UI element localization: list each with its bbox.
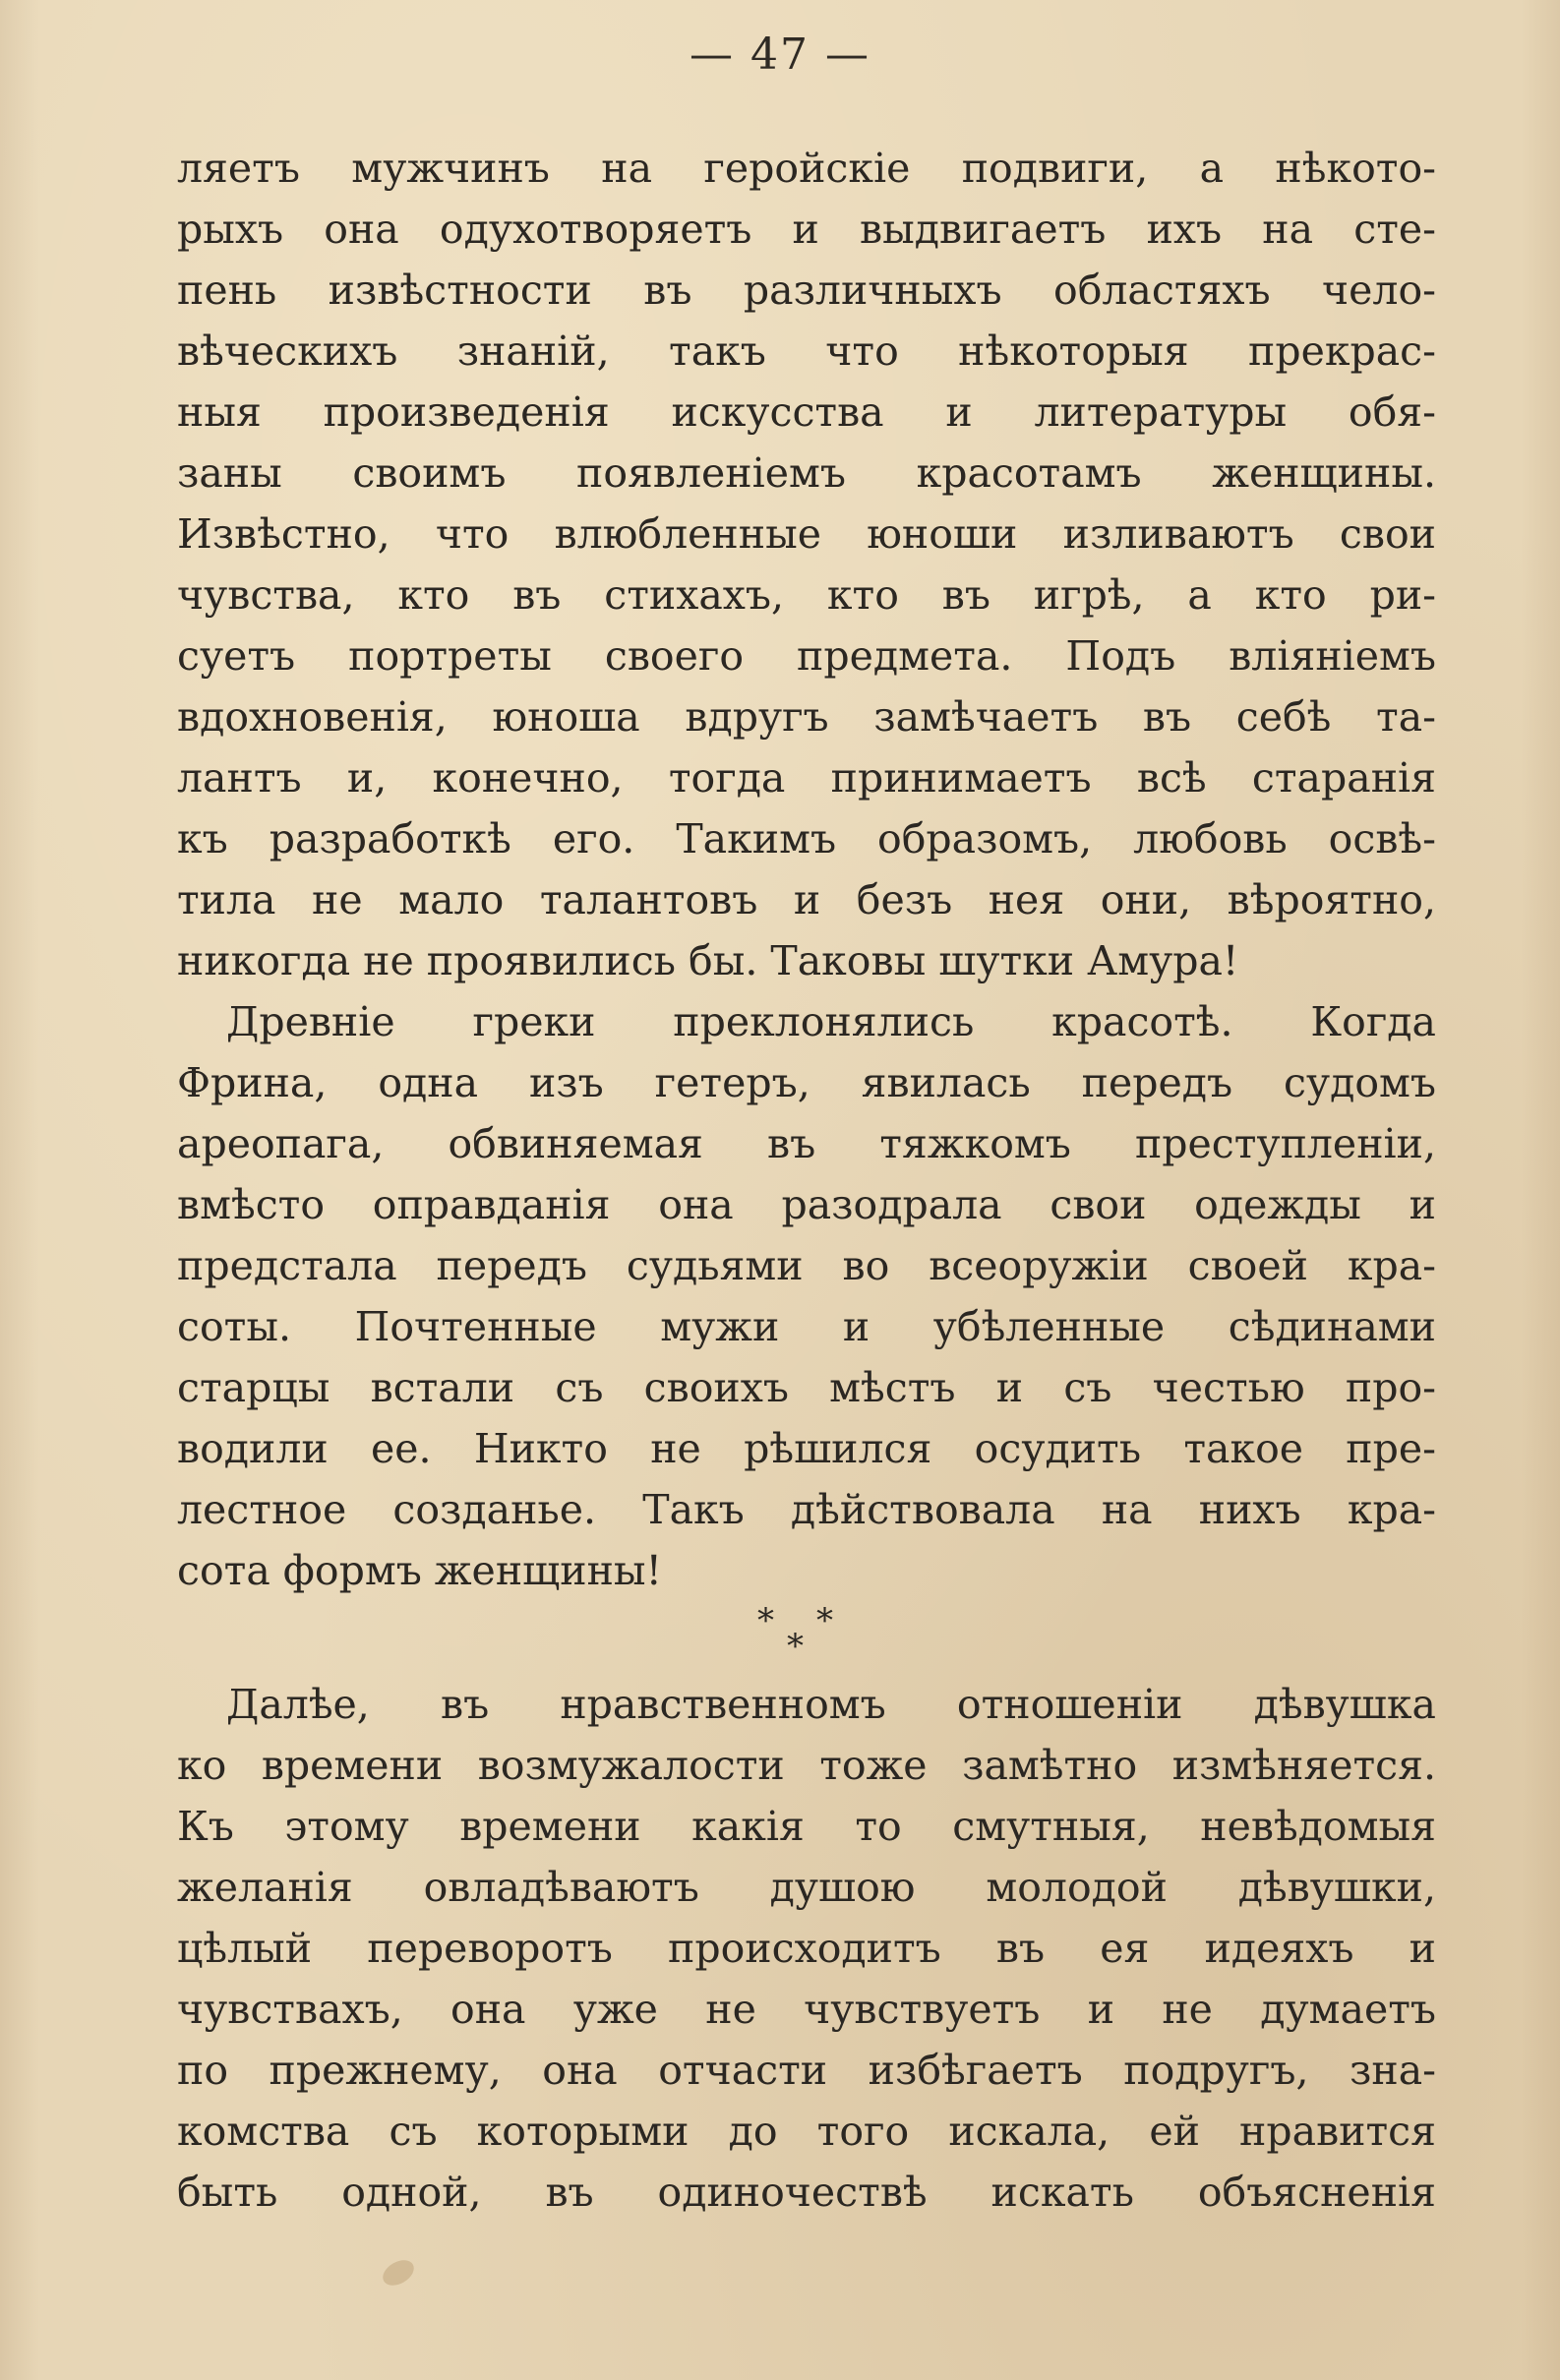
separator-star: * xyxy=(757,1601,774,1640)
paragraph xyxy=(177,1674,1436,2223)
text-line: лантъ и, конечно, тогда принимаетъ всѣ старанія xyxy=(177,754,1436,802)
text-line: лестное созданье. Такъ дѣйствовала на нихъ кра- xyxy=(177,1486,1436,1533)
text-line: чувствахъ, она уже не чувствуетъ и не думаетъ xyxy=(177,1986,1436,2033)
text-line: предстала передъ судьями во всеоружіи своей кра- xyxy=(177,1242,1436,1289)
text-line: пень извѣстности въ различныхъ областяхъ чело- xyxy=(177,267,1436,314)
text-line: Фрина, одна изъ гетеръ, явилась передъ судомъ xyxy=(177,1059,1436,1106)
text-line: Далѣе, въ нравственномъ отношеніи дѣвушка xyxy=(226,1681,1436,1728)
text-line: комства съ которыми до того искала, ей нравится xyxy=(177,2108,1436,2155)
text-line: вмѣсто оправданія она разодрала свои одежды и xyxy=(177,1181,1436,1228)
paragraph xyxy=(177,138,1436,991)
text-line: никогда не проявились бы. Таковы шутки Амура! xyxy=(177,937,1239,984)
text-line: ныя произведенія искусства и литературы обя- xyxy=(177,388,1436,436)
text-line: чувства, кто въ стихахъ, кто въ игрѣ, а кто ри- xyxy=(177,571,1436,619)
text-line: къ разработкѣ его. Такимъ образомъ, любовь освѣ- xyxy=(177,815,1436,863)
text-line: вѣческихъ знаній, такъ что нѣкоторыя прекрас- xyxy=(177,327,1436,375)
text-line: ляетъ мужчинъ на геройскіе подвиги, а нѣкото- xyxy=(177,145,1436,192)
separator-star: * xyxy=(787,1627,804,1666)
text-line: Древніе греки преклонялись красотѣ. Когда xyxy=(226,998,1436,1045)
paragraph xyxy=(177,991,1436,1601)
text-block xyxy=(177,138,1436,2223)
text-line: заны своимъ появленіемъ красотамъ женщины. xyxy=(177,449,1436,497)
text-line: ареопага, обвиняемая въ тяжкомъ преступленіи, xyxy=(177,1120,1436,1167)
text-line: тила не мало талантовъ и безъ нея они, вѣроятно, xyxy=(177,876,1436,923)
separator-star: * xyxy=(816,1601,833,1640)
text-line: соты. Почтенные мужи и убѣленные сѣдинами xyxy=(177,1303,1436,1350)
text-line: вдохновенія, юноша вдругъ замѣчаетъ въ себѣ та- xyxy=(177,693,1436,741)
text-line: Къ этому времени какія то смутныя, невѣдомыя xyxy=(177,1803,1436,1850)
text-line: суетъ портреты своего предмета. Подъ вліяніемъ xyxy=(177,632,1436,680)
text-line: Извѣстно, что влюбленные юноши изливаютъ свои xyxy=(177,510,1436,558)
text-line: рыхъ она одухотворяетъ и выдвигаетъ ихъ на сте- xyxy=(177,206,1436,253)
text-line: быть одной, въ одиночествѣ искать объясненія xyxy=(177,2169,1436,2216)
text-line: желанія овладѣваютъ душою молодой дѣвушки, xyxy=(177,1864,1436,1911)
text-line: водили ее. Никто не рѣшился осудить такое пре- xyxy=(177,1425,1436,1472)
text-line: старцы встали съ своихъ мѣстъ и съ честью про- xyxy=(177,1364,1436,1411)
text-line: цѣлый переворотъ происходитъ въ ея идеяхъ и xyxy=(177,1925,1436,1972)
page-number: — 47 — xyxy=(690,30,870,80)
section-separator xyxy=(177,1601,1436,1674)
text-line: ко времени возмужалости тоже замѣтно измѣняется. xyxy=(177,1742,1436,1789)
paper-stain xyxy=(379,2255,418,2291)
text-line: сота формъ женщины! xyxy=(177,1547,663,1594)
text-line: по прежнему, она отчасти избѣгаетъ подругъ, зна- xyxy=(177,2047,1436,2094)
